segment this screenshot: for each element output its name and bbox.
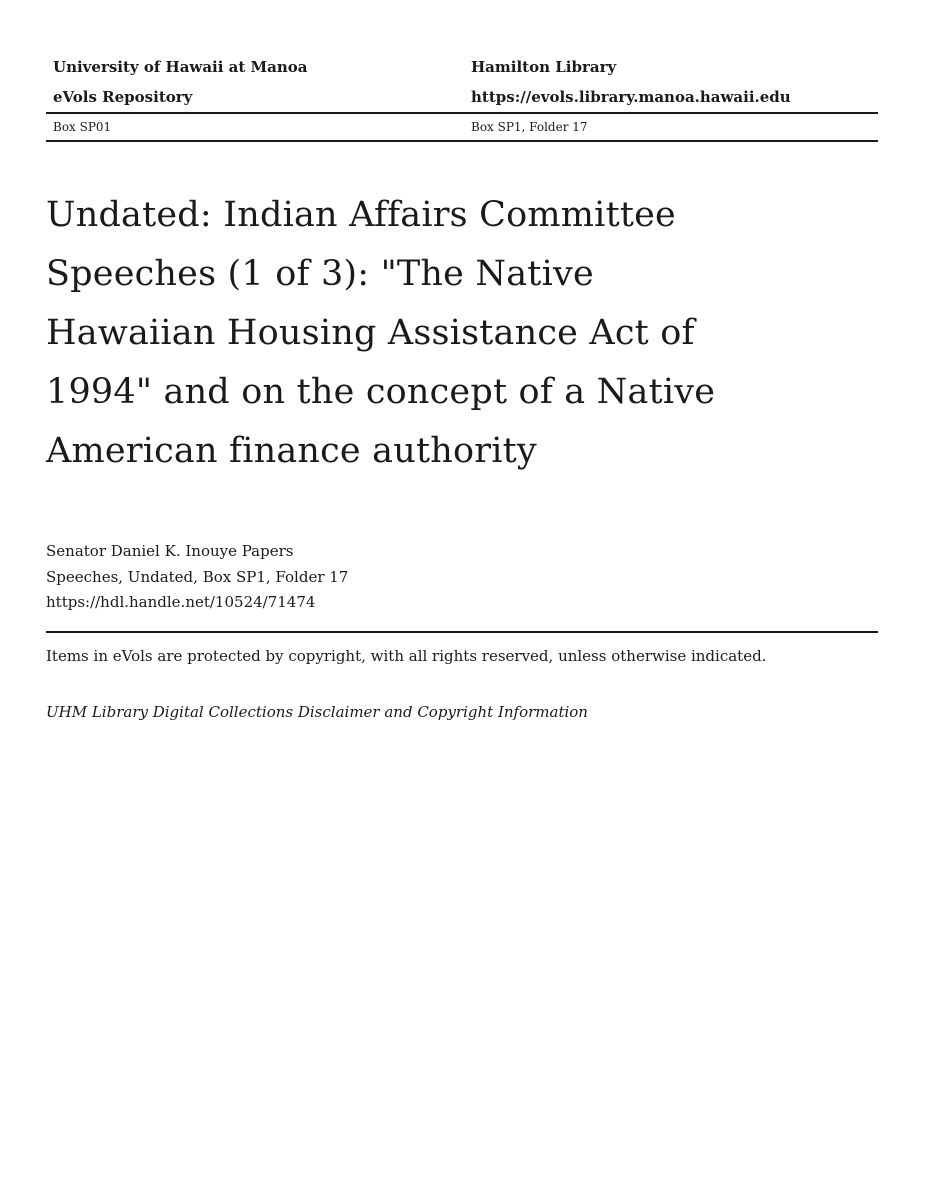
header-rule-bottom — [46, 140, 878, 142]
document-metadata — [46, 539, 348, 616]
section-divider — [46, 631, 878, 633]
box-id: Box SP01 — [53, 120, 112, 134]
folder-location: Speeches, Undated, Box SP1, Folder 17 — [46, 567, 349, 586]
title-line: Undated: Indian Affairs Committee — [46, 195, 676, 235]
collection-name: Senator Daniel K. Inouye Papers — [46, 542, 294, 560]
document-title — [46, 186, 826, 481]
header-row-1 — [46, 52, 878, 82]
title-line: 1994" and on the concept of a Native — [46, 372, 716, 412]
repository-name: eVols Repository — [53, 88, 193, 106]
title-line: American finance authority — [46, 431, 537, 471]
library-name: Hamilton Library — [471, 58, 617, 76]
title-line: Speeches (1 of 3): "The Native — [46, 254, 594, 294]
title-line: Hawaiian Housing Assistance Act of — [46, 313, 695, 353]
institution-name: University of Hawaii at Manoa — [53, 58, 308, 76]
document-header — [46, 52, 878, 142]
copyright-notice: Items in eVols are protected by copyright, with all rights reserved, unless otherwise indicated. — [46, 647, 767, 665]
disclaimer-link[interactable]: UHM Library Digital Collections Disclaimer and Copyright Information — [46, 703, 588, 721]
header-row-3 — [46, 114, 878, 140]
handle-link[interactable]: https://hdl.handle.net/10524/71474 — [46, 593, 316, 611]
box-folder: Box SP1, Folder 17 — [471, 120, 588, 134]
repository-url[interactable]: https://evols.library.manoa.hawaii.edu — [471, 88, 791, 106]
header-row-2 — [46, 82, 878, 112]
